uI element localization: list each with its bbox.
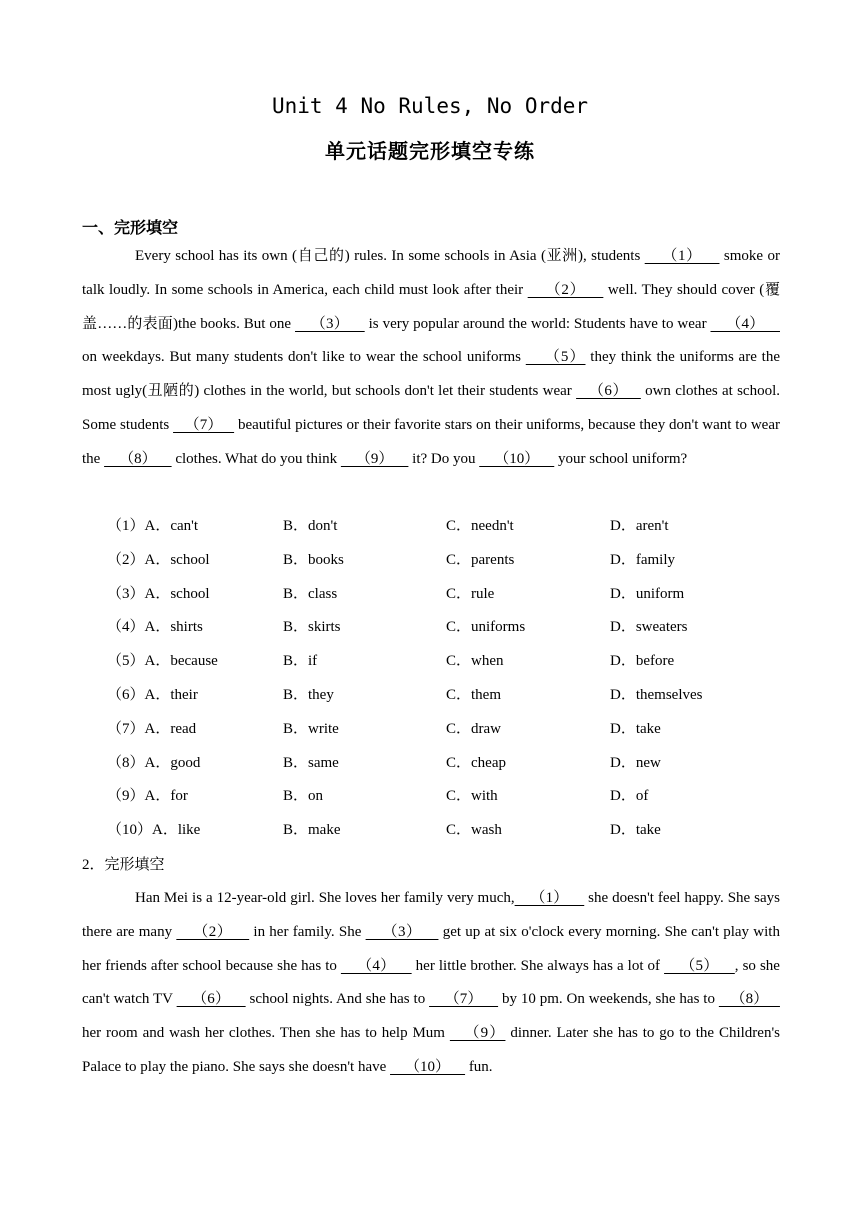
option-d: D．themselves <box>610 686 703 703</box>
option-d: D．take <box>610 822 661 839</box>
question1-blank: （9） <box>340 450 409 467</box>
option-row <box>107 780 807 814</box>
question1-blank: （2） <box>527 281 604 298</box>
question1-text: beautiful pictures or their favorite stars on their uniforms, because they don't want to wear the <box>82 416 780 467</box>
question2-heading: 2．完形填空 <box>82 857 165 873</box>
question-number: （5） <box>107 653 145 670</box>
question1-blank: （7） <box>173 416 235 433</box>
option-a-text: A．good <box>144 754 201 771</box>
option-a <box>107 544 210 578</box>
question2-blank: （8） <box>718 991 780 1008</box>
option-b: B．don't <box>283 518 338 534</box>
page-title: Unit 4 No Rules, No Order <box>271 94 589 118</box>
question2-blank: （1） <box>514 890 585 906</box>
question2-text: she doesn't feel happy. She says there are many <box>82 890 780 940</box>
option-a-text: A．because <box>144 653 218 670</box>
option-b: B．books <box>283 551 344 568</box>
question2-blank: （6） <box>176 991 246 1008</box>
question2-text: by 10 pm. On weekends, she has to <box>498 991 719 1008</box>
question1-blank: （3） <box>295 315 365 332</box>
option-d: D．of <box>610 788 649 805</box>
question1-text: smoke or talk loudly. In some schools in America, each child must look after their <box>82 248 780 298</box>
option-b: B．if <box>283 653 318 670</box>
question-number: （9） <box>107 788 145 805</box>
option-a <box>107 713 196 747</box>
question2-blank: （5） <box>664 957 735 974</box>
question2-text: Han Mei is a 12-year-old girl. She loves her family very much, <box>135 890 515 906</box>
option-d: D．aren't <box>610 518 669 534</box>
option-b: B．class <box>283 585 338 602</box>
question2-text: , so she can't watch TV <box>82 957 780 1008</box>
question1-blank: （8） <box>104 450 172 467</box>
question1-text: is very popular around the world: Students have to wear <box>364 315 711 332</box>
option-c: C．needn't <box>446 518 514 534</box>
option-c: C．with <box>446 788 498 805</box>
option-d: D．uniform <box>610 585 685 602</box>
option-a <box>107 578 210 612</box>
option-c: C．parents <box>446 551 515 568</box>
question2-text: school nights. And she has to <box>245 991 430 1008</box>
question1-text: on weekdays. But many students don't like to wear the school uniforms <box>82 349 526 366</box>
option-c: C．rule <box>446 585 495 602</box>
option-a-text: A．school <box>144 585 210 602</box>
option-row <box>107 679 807 713</box>
page-subtitle: 单元话题完形填空专练 <box>325 139 535 163</box>
question2-blank: （9） <box>449 1025 506 1042</box>
option-a <box>107 510 198 544</box>
option-a <box>107 611 203 645</box>
option-row <box>107 578 807 612</box>
option-row <box>107 510 807 544</box>
option-c: C．draw <box>446 720 501 737</box>
question1-text: they think the uniforms are the most ugly(丑陋的) clothes in the world, but schools don't let their students wear <box>82 349 780 400</box>
option-b: B．skirts <box>283 619 341 636</box>
option-a-text: A．like <box>152 822 201 839</box>
question-number: （10） <box>107 822 153 839</box>
option-d: D．family <box>610 551 675 568</box>
question1-text: it? Do you <box>408 450 480 467</box>
option-b: B．on <box>283 788 324 805</box>
option-row <box>107 645 807 679</box>
option-row <box>107 713 807 747</box>
option-a <box>107 780 188 814</box>
question-number: （2） <box>107 551 145 568</box>
question-number: （7） <box>107 720 145 737</box>
question2-text: dinner. Later she has to go to the Children's Palace to play the piano. She says she doesn't have <box>82 1025 780 1075</box>
option-a-text: A．school <box>144 551 210 568</box>
option-c: C．them <box>446 686 501 703</box>
question1-blank: （1） <box>644 248 720 264</box>
option-c: C．uniforms <box>446 619 526 636</box>
question1-blank: （6） <box>576 383 641 400</box>
question1-text: clothes. What do you think <box>171 450 341 467</box>
option-b: B．make <box>283 822 341 839</box>
option-a-text: A．shirts <box>144 619 203 636</box>
question2-text: her little brother. She always has a lot of <box>411 957 665 974</box>
option-c: C．wash <box>446 822 502 839</box>
option-c: C．cheap <box>446 754 506 771</box>
question-number: （3） <box>107 585 145 602</box>
question1-blank: （5） <box>525 349 586 366</box>
question2-text: fun. <box>465 1058 493 1075</box>
question2-blank: （10） <box>390 1058 466 1075</box>
option-a <box>107 679 198 713</box>
question2-text: her room and wash her clothes. Then she has to help Mum <box>82 1025 450 1042</box>
question2-text: get up at six o'clock every morning. She can't play with her friends after school because she has to <box>82 923 780 974</box>
option-a-text: A．their <box>144 686 198 703</box>
option-b: B．they <box>283 686 334 703</box>
option-b: B．same <box>283 754 339 771</box>
question-number: （8） <box>107 754 145 771</box>
question1-passage <box>82 240 780 477</box>
option-row <box>107 814 807 848</box>
option-row <box>107 747 807 781</box>
question1-text: well. They should cover (覆盖……的表面)the books. But one <box>82 281 780 332</box>
question-number: （4） <box>107 619 145 636</box>
option-a <box>107 747 200 781</box>
question1-text: your school uniform? <box>554 450 688 467</box>
question1-options <box>107 510 807 848</box>
option-a <box>107 645 218 679</box>
question1-blank: （4） <box>710 315 780 332</box>
option-a-text: A．read <box>144 720 197 737</box>
option-a <box>107 814 200 848</box>
option-row <box>107 611 807 645</box>
option-a-text: A．can't <box>144 518 199 534</box>
question-number: （1） <box>107 518 145 534</box>
question-number: （6） <box>107 686 145 703</box>
section-heading: 一、完形填空 <box>82 218 179 237</box>
option-d: D．before <box>610 653 675 670</box>
question1-text: own clothes at school. Some students <box>82 383 780 433</box>
question2-blank: （3） <box>365 923 439 940</box>
question1-text: Every school has its own (自己的) rules. In some schools in Asia (亚洲), students <box>135 248 645 264</box>
option-a-text: A．for <box>144 788 188 805</box>
question2-text: in her family. She <box>249 923 366 940</box>
option-d: D．take <box>610 720 661 737</box>
question2-blank: （2） <box>176 923 250 940</box>
option-row <box>107 544 807 578</box>
question2-passage <box>82 882 780 1085</box>
option-c: C．when <box>446 653 504 670</box>
question1-blank: （10） <box>479 450 555 467</box>
question2-blank: （7） <box>429 991 499 1008</box>
option-d: D．sweaters <box>610 619 688 636</box>
question2-blank: （4） <box>340 957 412 974</box>
option-d: D．new <box>610 754 661 771</box>
option-b: B．write <box>283 720 339 737</box>
